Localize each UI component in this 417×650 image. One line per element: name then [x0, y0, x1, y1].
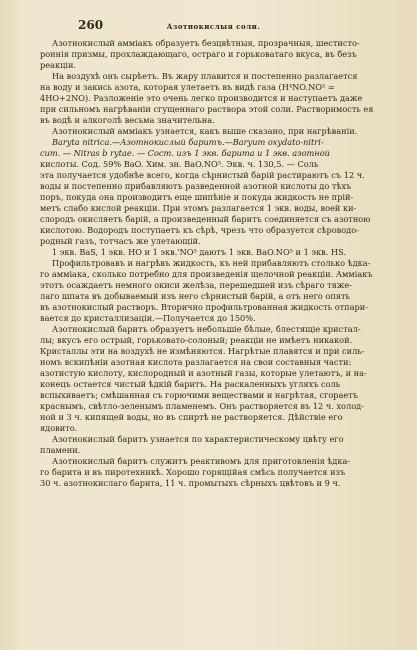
text-line: кислотою. Водородъ поступаетъ къ сѣрѣ, чрезъ что образуется сѣроводо-: [40, 225, 359, 235]
text-line: лаго шпата въ добываемый изъ него сѣрнистый барiй, а отъ него опять: [40, 291, 350, 301]
text-line: номъ вскипѣнiи азотная кислота разлагается на свои составныя части:: [40, 357, 352, 367]
text-line: вспыхиваетъ; смѣшанная съ горючими веществами и нагрѣтая, сгораетъ: [40, 390, 359, 400]
running-head: Азотнокислыя соли.: [166, 22, 261, 31]
text-line: въ азотнокислый растворъ. Вторично профильтрованная жидкость отпари-: [40, 302, 368, 312]
text-line: въ водѣ и алкоголѣ весьма значительна.: [40, 115, 215, 125]
text-line: 4HO+2NO). Разложенiе это очень легко производится и наступаетъ даже: [40, 93, 363, 103]
text-line: воды и постепенно прибавляютъ разведенной азотной кислоты до тѣхъ: [40, 181, 352, 191]
text-line: Профильтровавъ и нагрѣвъ жидкость, къ ней прибавляютъ столько ѣдка-: [52, 258, 371, 268]
text-line: слородъ окисляетъ барiй, а произведенный баритъ соединяется съ азотною: [40, 214, 371, 224]
text-line: краснымъ, свѣтло-зеленымъ пламенемъ. Онъ растворяется въ 12 ч. холод-: [40, 401, 364, 411]
text-line: Азотнокислый баритъ служитъ реактивомъ для приготовленiя ѣдка-: [52, 456, 351, 466]
text-line: На воздухѣ онъ сырѣетъ. Въ жару плавится и постепенно разлагается: [52, 71, 358, 81]
text-line: cum. — Nitras b rytae. — Сост. изъ 1 экв. барита и 1 экв. азотной: [40, 148, 330, 158]
page-body-text: [40, 38, 387, 489]
text-line: го барита и въ пиротехникѣ. Хорошо горящiйая смѣсь получается изъ: [40, 467, 346, 477]
text-line: Азотнокислый баритъ узнается по характеристическому цвѣту его: [52, 434, 344, 444]
text-line: азотистую кислоту, кислородный и азотный газы, которые улетаютъ, и на-: [40, 368, 367, 378]
text-line: 30 ч. азотнокислаго барита, 11 ч. промытыхъ сѣрныхъ цвѣтовъ и 9 ч.: [40, 478, 341, 488]
text-line: этотъ осаждаетъ немного окиси желѣза, перешедшей изъ сѣраго тяже-: [40, 280, 352, 290]
text-line: лы; вкусъ его острый, горьковато-солоный; реакцiи не имѣетъ никакой.: [40, 335, 353, 345]
page-header: [40, 0, 387, 38]
page-number: 260: [78, 18, 104, 32]
text-line: метъ слабо кислой реакцiи. При этомъ разлагается 1 экв. воды, воей ки-: [40, 203, 357, 213]
text-line: реакцiи.: [40, 60, 77, 70]
text-line: вается до кристаллизацiи.—Получается до 150%.: [40, 313, 256, 323]
text-line: Baryta nitrica.—Азотнокислый баритъ.—Baryum oxydato-nitri-: [52, 137, 324, 147]
text-line: при сильномъ нагрѣванiи сгущеннаго раствора этой соли. Растворимость ея: [40, 104, 374, 114]
text-line: эта получается удобнѣе всего, когда сѣрнистый барiй растираютъ съ 12 ч.: [40, 170, 365, 180]
text-line: поръ, покуда она производитъ еще шипѣнiе и покуда жидкость не прiй-: [40, 192, 354, 202]
text-line: Азотнокислый аммiакъ узнается, какъ выше сказано, при нагрѣванiи.: [52, 126, 358, 136]
text-line: на воду и закись азота, которая улетаетъ въ видѣ газа (H⁴NO.NO⁵ =: [40, 82, 335, 92]
text-line: го аммiака, сколько потребно для произведенiя щелочной реакцiи. Аммiакъ: [40, 269, 373, 279]
text-line: ной и 3 ч. кипящей воды, но въ спиртѣ не растворяется. Дѣйствiе его: [40, 412, 343, 422]
text-line: Азотнокислый аммiакъ образуетъ безцвѣтныя, прозрачныя, шестисто-: [52, 38, 360, 48]
text-line: Кристаллы эти на воздухѣ не измѣняются. Нагрѣтые плавятся и при силь-: [40, 346, 365, 356]
text-line: ядовито.: [40, 423, 78, 433]
text-line: родный газъ, тотчасъ же улетающiй.: [40, 236, 201, 246]
text-line: кислоты. Сод. 59% BaO. Хим. зн. BaO.NO⁵. Экв. ч. 130,5. — Соль: [40, 159, 319, 169]
text-line: Азотнокислый баритъ образуетъ небольшiе бѣлые, блестящiе кристал-: [52, 324, 361, 334]
text-line: конецъ остается чистый ѣдкiй баритъ. На раскаленныхъ угляхъ соль: [40, 379, 341, 389]
text-line: пламени.: [40, 445, 81, 455]
text-line: роннiя призмы, прохлаждающаго, остраго и горьковатаго вкуса, въ безъ: [40, 49, 357, 59]
text-line: 1 экв. BaS, 1 экв. HO и 1 экв.'NO⁵ даютъ 1 экв. BaO.NO⁵ и 1 экв. HS.: [52, 247, 346, 257]
